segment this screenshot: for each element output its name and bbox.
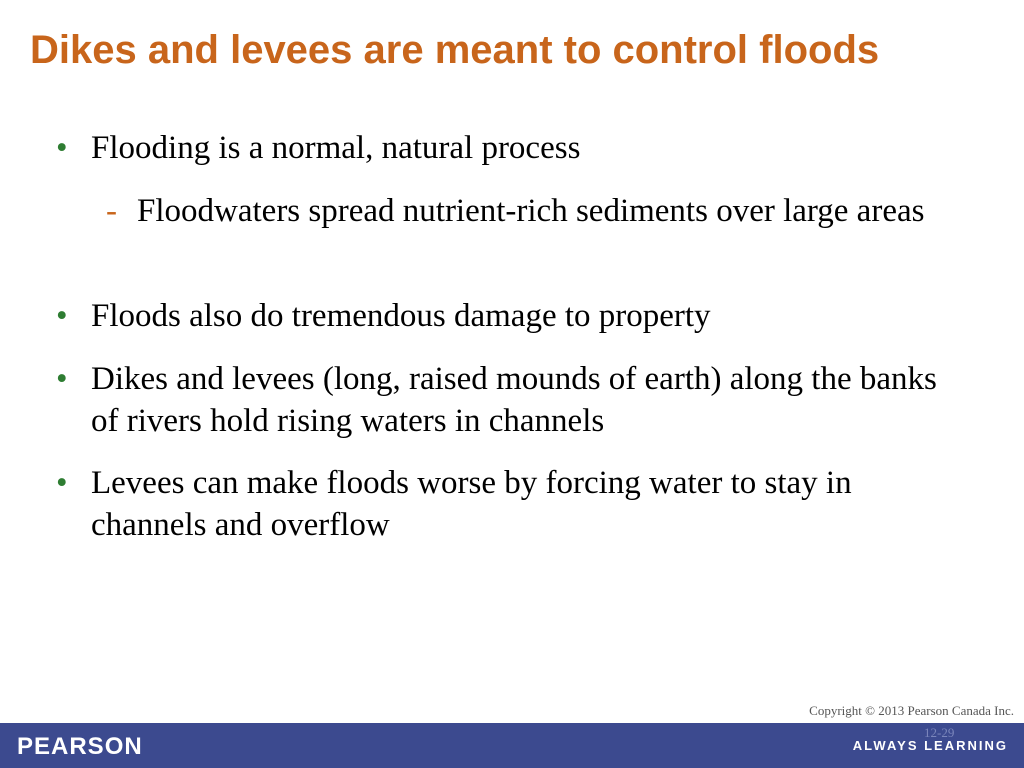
bullet-text: Floods also do tremendous damage to property	[91, 298, 711, 334]
bullet-marker: •	[56, 130, 68, 166]
sub-bullet-text: Floodwaters spread nutrient-rich sediments over large areas	[137, 193, 925, 229]
copyright-notice: Copyright © 2013 Pearson Canada Inc.	[809, 703, 1014, 718]
slide-title: Dikes and levees are meant to control floods	[30, 28, 880, 72]
bullet-marker: •	[56, 298, 68, 334]
bullet-text: Flooding is a normal, natural process	[91, 130, 581, 166]
bullet-text: Levees can make floods worse by forcing water to stay in channels and overflow	[91, 465, 852, 543]
page-number: 12-29	[924, 725, 955, 740]
footer-bar	[0, 723, 1024, 768]
bullet-marker: •	[56, 465, 68, 501]
sub-bullet-marker: -	[106, 193, 117, 229]
bullet-text: Dikes and levees (long, raised mounds of earth) along the banks of rivers hold rising waters in channels	[91, 361, 937, 439]
bullet-marker: •	[56, 361, 68, 397]
tagline: ALWAYS LEARNING	[852, 738, 1008, 753]
pearson-logo: PEARSON	[17, 733, 143, 760]
